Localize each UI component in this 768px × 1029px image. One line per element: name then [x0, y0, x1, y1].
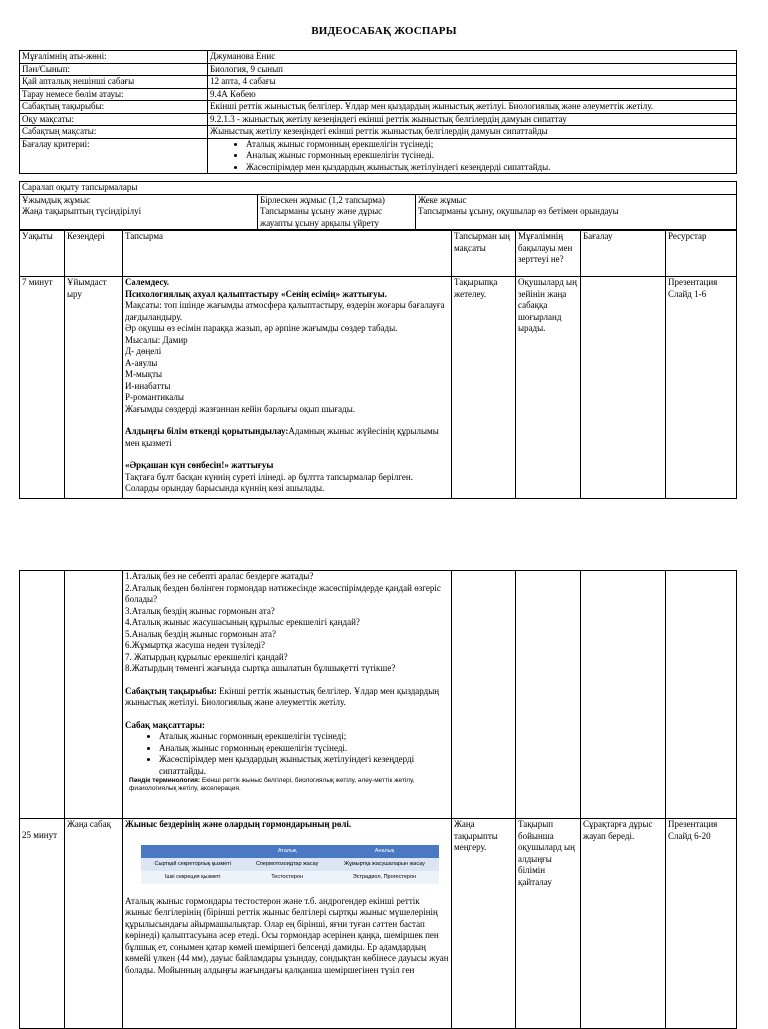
question-item: 1.Аталық без не себепті аралас бездерге жатады? — [125, 571, 314, 581]
row3-time: 25 минут — [20, 819, 65, 1029]
row1-stage: Ұйымдаст ыру — [65, 277, 123, 499]
pair-work-cell — [258, 194, 416, 230]
task-line: Жағымды сөздерді жазғаннан кейін барлығы оқып шығады. — [125, 403, 355, 414]
lesson-plan-table — [19, 230, 737, 499]
question-item: 3.Аталық бездің жыныс гормонын ата? — [125, 605, 275, 616]
task-line: Алдыңғы білім өткенді қорытындылау:Адамның жыныс жүйесінің құрылымы мен қызметі — [125, 426, 439, 448]
question-item: 5.Аналық бездің жыныс гормонын ата? — [125, 628, 277, 639]
question-item: 2.Аталық безден бөлінген гормондар нәтижесінде жасөспірімдерде қандай өзгеріс болады? — [125, 582, 441, 604]
info-label: Сабақтың тақырыбы: — [20, 101, 208, 114]
info-value: Джуманова Енис — [208, 51, 737, 64]
info-row — [20, 101, 737, 114]
info-row — [20, 126, 737, 139]
goal-item: • Жасөспірімдер мен қыздардың жыныстық жетілуіндегі кезеңдерді сипаттайды. — [159, 754, 449, 777]
info-value: 9.2.1.3 - жыныстық жетілу кезеңіндегі екінші реттік жыныстық белгілердің дамуын сипаттау — [208, 113, 737, 126]
criteria-item: • Аталық жыныс гормонның ерекшелігін түсінеді; — [246, 139, 734, 151]
individual-work-title: Жеке жұмыс — [418, 194, 467, 205]
info-label: Мұғалімнің аты-жөні: — [20, 51, 208, 64]
row1-time: 7 минут — [20, 277, 65, 499]
row3-purpose: Жаңа тақырыпты меңгеру. — [452, 819, 516, 1029]
info-label: Оқу мақсаты: — [20, 113, 208, 126]
info-row — [20, 88, 737, 101]
terminology: Пәндік терминология: Екінші реттік жыныс белгілері, биологиялық жетілу, әлеу-меттік жетілу, физиологиялық жетілу, акселерация. — [129, 777, 415, 792]
info-value: Биология, 9 сынып — [208, 63, 737, 76]
task-line: И-инабатты — [125, 380, 171, 391]
info-row — [20, 76, 737, 89]
row3-stage: Жаңа сабақ — [65, 819, 123, 1029]
info-value: Екінші реттік жыныстық белгілер. Ұлдар мен қыздардың жыныстық жетілуі. Биологиялық және әлеуметтік жетілу. — [208, 101, 737, 114]
plan-row-questions — [20, 571, 737, 819]
task-line: Әр оқушы өз есімін параққа жазып, әр әрпіне жағымды сөздер табады. — [125, 323, 398, 333]
lesson-plan-table-continued — [19, 570, 737, 1029]
task-line: «Әрқашан күн сөнбесін!» жаттығуы — [125, 460, 274, 470]
task-line: Р-романтикалы — [125, 392, 184, 402]
row1-resources: Презентация Слайд 1-6 — [666, 277, 737, 499]
task-line: Сәлемдесу. — [125, 277, 170, 287]
task-line: Мысалы: Дамир — [125, 334, 188, 345]
header-task: Тапсырма — [123, 231, 452, 277]
lesson-goals-label: Сабақ мақсаттары: — [125, 719, 206, 730]
task-line: М-мықты — [125, 369, 163, 379]
row3-task — [123, 819, 452, 1029]
question-item: 7. Жатырдың құрылыс ерекшелігі қандай? — [125, 651, 288, 662]
differentiation-heading: Саралап оқыту тапсырмалары — [20, 182, 737, 195]
group-work-title: Ұжымдық жұмыс — [22, 194, 91, 205]
group-work-cell — [20, 194, 258, 230]
differentiation-table — [19, 181, 737, 230]
info-row — [20, 51, 737, 64]
info-row — [20, 63, 737, 76]
header-resources: Ресурстар — [666, 231, 737, 277]
info-value: 12 апта, 4 сабағы — [208, 76, 737, 89]
pair-work-text: Тапсырманы ұсыну және дұрыс жауапты ұсыну арқылы үйрету — [260, 206, 383, 228]
task-line: Тақтаға бұлт басқан күннің суреті ілінеді. әр бұлтта тапсырмалар берілген. Соларды орындау барысында күннің көзі ашылады. — [125, 471, 413, 493]
row2-task — [123, 571, 452, 819]
goal-item: • Аналық жыныс гормонның ерекшелігін түсінеді. — [159, 743, 449, 755]
row1-observation: Оқушылард ың зейінін жаңа сабаққа шоғырланд ырады. — [516, 277, 581, 499]
row3-task-title: Жыныс бездерінің және олардың гормондарының рөлі. — [125, 819, 352, 829]
criteria-label: Бағалау критериі: — [20, 138, 208, 174]
lesson-info-table — [19, 50, 737, 174]
question-item: 6.Жұмыртқа жасуша неден түзіледі? — [125, 640, 266, 650]
header-assessment: Бағалау — [581, 231, 666, 277]
info-label: Сабақтың мақсаты: — [20, 126, 208, 139]
header-purpose: Тапсырман ың мақсаты — [452, 231, 516, 277]
question-item: 4.Аталық жыныс жасушасының құрылыс ерекшелігі қандай? — [125, 617, 360, 627]
row3-task-text: Аталық жыныс гормондары тестостерон және т.б. андрогендер екінші реттік жыныс белгілерінің (бірінші реттік жыныс белгілері сыртқы жыныс мүшелерінің құрылысындағы айырмашылықтар. Олар ең бірінші, яғни туған сәттен бастап көрінеді) қалыптасуына әсер етеді. Осы гормондар әсерінен қаңқа, шеміршек пен бұлшық ет, сонымен қатар көмей шеміршегі белсенді дамиды. Ер адамдардың көмейі үлкен (44 мм), дауыс байламдары ұзындау, сондықтан көбінесе дауысы жуан болады. Мойынның алдыңғы жағындағы қалқанша шеміршегінен түзіл ген — [125, 895, 449, 975]
info-label: Тарау немесе бөлім атауы: — [20, 88, 208, 101]
criteria-item: • Аналық жыныс гормонның ерекшелігін түсінеді. — [246, 150, 734, 162]
row3-resources: Презентация Слайд 6-20 — [666, 819, 737, 1029]
pair-work-title: Бірлескен жұмыс (1,2 тапсырма) — [260, 194, 385, 205]
plan-header-row — [20, 231, 737, 277]
row1-assessment — [581, 277, 666, 499]
task-line: Д- дөңелі — [125, 346, 162, 356]
goal-item: • Аталық жыныс гормонның ерекшелігін түсінеді; — [159, 731, 449, 743]
group-work-text: Жаңа тақырыптың түсіндірілуі — [22, 206, 142, 216]
row3-assessment: Сұрақтарға дұрыс жауап береді. — [581, 819, 666, 1029]
task-line: А-аяулы — [125, 357, 158, 368]
task-line: Мақсаты: топ ішінде жағымды атмосфера қалыптастыру, өздерін жоғары бағалауға дағдыландыру. — [125, 300, 445, 322]
row3-observation: Тақырып бойынша оқушылард ың алдыңғы білімін қайталау — [516, 819, 581, 1029]
row1-purpose: Тақырыпқа жетелеу. — [452, 277, 516, 499]
info-row — [20, 113, 737, 126]
info-label: Пән/Сынып: — [20, 63, 208, 76]
plan-row-organization — [20, 277, 737, 499]
lesson-topic: Сабақтың тақырыбы: Екінші реттік жыныстық белгілер. Ұлдар мен қыздардың жыныстық жетілуі. Биологиялық және әлеуметтік жетілу. — [125, 685, 440, 707]
task-line: Психологиялық ахуал қалыптастыру «Сенің есімің» жаттығуы. — [125, 288, 387, 299]
criteria-item: • Жасөспірімдер мен қыздардың жыныстық жетілуіндегі кезеңдерді сипаттайды. — [246, 162, 734, 174]
question-item: 8.Жатырдың төменгі жағында сыртқа ашылатын бұлшықетті түтікше? — [125, 663, 396, 673]
info-value: Жыныстық жетілу кезеңіндегі екінші реттік жыныстық белгілердің дамуын сипаттайды — [208, 126, 737, 139]
individual-work-text: Тапсырманы ұсыну, оқушылар өз бетімен орындауы — [418, 206, 619, 216]
hormone-table: Аталық Аналық Сыртқай секреторлық қызметі Спермотозоидтар жасау Жұмыртқа жасушаларын жасау Ішкі секреция қызметі Тестостерон Эстрадиол, Прогестерон — [141, 845, 439, 884]
row1-task — [123, 277, 452, 499]
header-time: Уақыты — [20, 231, 65, 277]
document-title: ВИДЕОСАБАҚ ЖОСПАРЫ — [311, 25, 457, 37]
info-label: Қай апталық нешінші сабағы — [20, 76, 208, 89]
criteria-row — [20, 138, 737, 174]
criteria-cell — [208, 138, 737, 174]
header-observation: Мұғалімнің бақылауы мен зерттеуі не? — [516, 231, 581, 277]
header-stage: Кезеңдері — [65, 231, 123, 277]
plan-row-new-lesson — [20, 819, 737, 1029]
info-value: 9.4А Көбею — [208, 88, 737, 101]
individual-work-cell — [416, 194, 737, 230]
